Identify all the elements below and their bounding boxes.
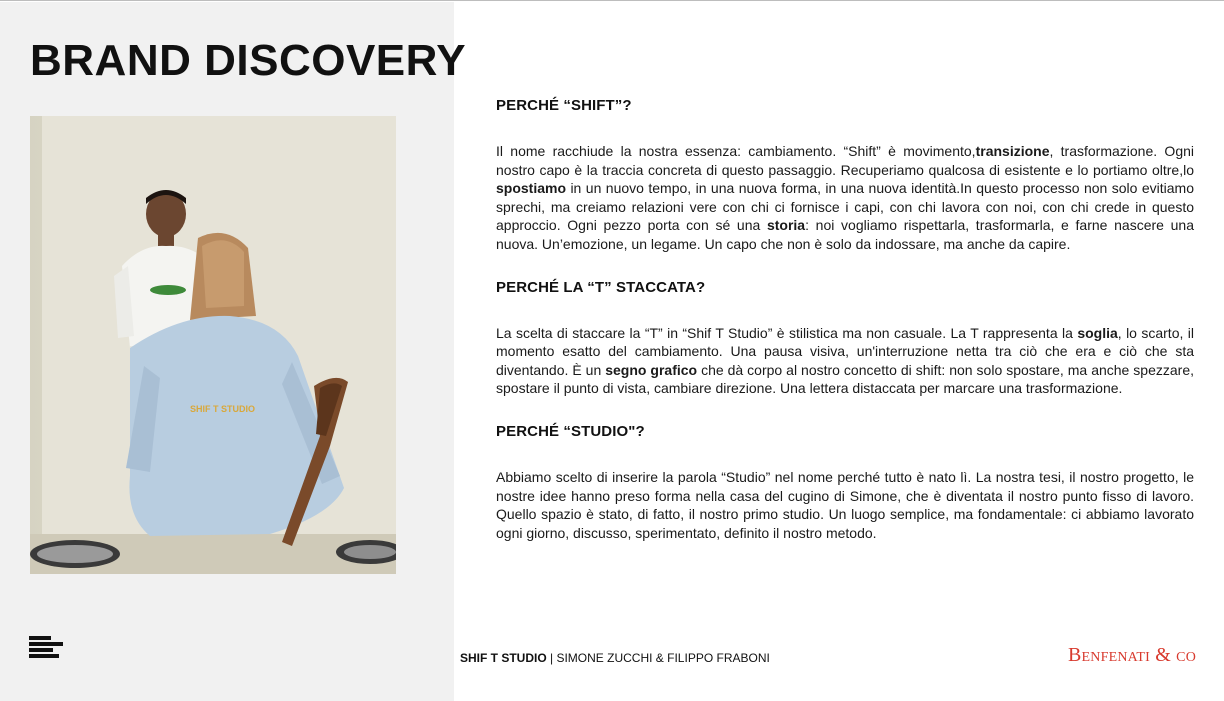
body-text: in un nuovo tempo, in una nuova forma, in una nuova identità.In questo processo non solo evitiamo sprechi, ma creiamo relazioni vere con chi ci fornisce i capi, con chi lavora con noi, con chi crede in questo approccio. Ogni pezzo porta con sé una	[496, 180, 1194, 234]
section-paragraph	[496, 324, 1194, 398]
emphasis-text: segno grafico	[605, 361, 698, 378]
section-paragraph	[496, 468, 1194, 542]
emphasis-text: transizione	[975, 143, 1050, 159]
section-studio	[496, 422, 1194, 542]
body-text: : noi vogliamo rispettarla, trasformarla, e farne nascere una nuova. Un’emozione, un legame. Un capo che non è solo da indossare, ma anche da capire.	[496, 217, 1194, 252]
shirt-print: SHIF T STUDIO	[190, 404, 255, 414]
section-t-staccata	[496, 278, 1194, 398]
menu-lines-icon	[29, 636, 63, 664]
section-heading: PERCHÉ “SHIFT”?	[496, 97, 632, 114]
emphasis-text: storia	[766, 217, 806, 234]
brand-photo	[30, 116, 396, 574]
section-heading: PERCHÉ LA “T” STACCATA?	[496, 278, 706, 296]
footer-authors: SIMONE ZUCCHI & FILIPPO FRABONI	[556, 651, 770, 665]
footer-brand: SHIF T STUDIO	[460, 651, 547, 665]
footer-credits	[460, 651, 770, 665]
body-text: che dà corpo al nostro concetto di shift: non solo spostare, ma anche spezzare, spostare il punto di vista, cambiare direzione. Una lettera distaccata per marcare una trasformazione.	[496, 361, 1195, 397]
agency-logo: Benfenati & co	[1068, 644, 1197, 666]
page-title: BRAND DISCOVERY	[30, 36, 467, 85]
emphasis-text: soglia	[1077, 324, 1118, 341]
section-shift	[496, 96, 1194, 254]
section-paragraph	[496, 142, 1194, 254]
brand-text-content	[496, 96, 1194, 542]
section-heading: PERCHÉ “STUDIO"?	[496, 422, 645, 440]
body-text: , lo scarto, il momento esatto del cambiamento. Una pausa visiva, un'interruzione netta tra ciò che era e ciò che sta diventando. È un	[496, 324, 1194, 378]
body-text: Abbiamo scelto di inserire la parola “Studio” nel nome perché tutto è nato lì. La nostra tesi, il nostro progetto, le nostre idee hanno preso forma nella casa del cugino di Simone, che è diventata il nostro punto fisso di lavoro. Quello spazio è stato, di fatto, il nostro primo studio. Un luogo semplice, ma fondamentale: ci abbiamo lavorato ogni giorno, discusso, sperimentato, definito il nostro metodo.	[496, 468, 1194, 541]
body-text: Il nome racchiude la nostra essenza: cambiamento. “Shift” è movimento,	[496, 143, 976, 159]
body-text: La scelta di staccare la “T” in “Shif T Studio” è stilistica ma non casuale. La T rappresenta la	[496, 324, 1078, 341]
footer-separator: |	[546, 651, 557, 665]
body-text: , trasformazione. Ogni nostro capo è la traccia concreta di questo passaggio. Recuperiamo qualcosa di esistente e lo portiamo oltre,lo	[496, 143, 1195, 178]
emphasis-text: spostiamo	[496, 180, 567, 197]
